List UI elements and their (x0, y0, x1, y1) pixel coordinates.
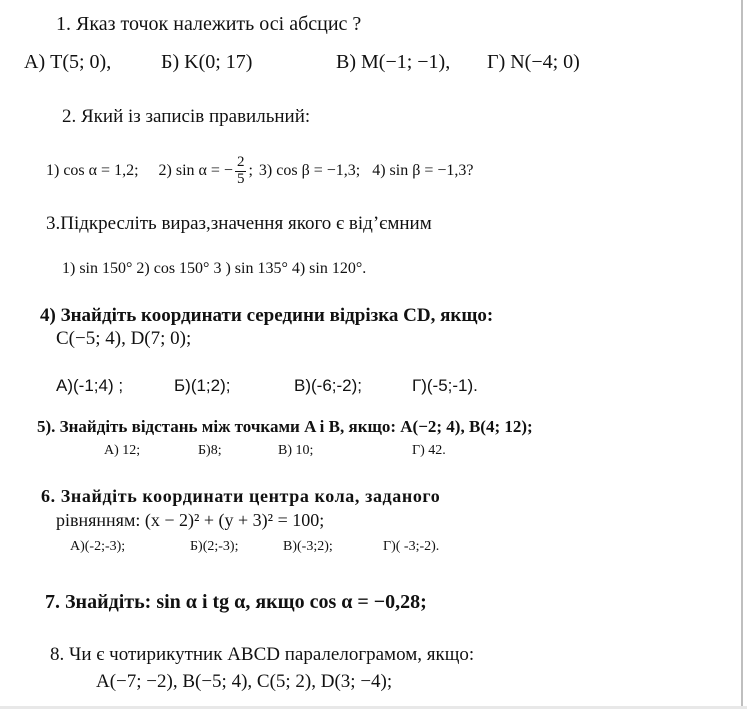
question-7-text: 7. Знайдіть: sin α і tg α, якщо cos α = −0,28; (45, 591, 427, 613)
question-6-option-a: А)(-2;-3); (70, 539, 126, 554)
question-2-option-2-prefix: 2) sin α = − (158, 162, 233, 180)
question-8-text: 8. Чи є чотирикутник ABCD паралелограмом, якщо: (50, 644, 475, 665)
question-1-text: 1. Яказ точок належить осі абсцис ? (56, 13, 362, 35)
fraction-numerator: 2 (236, 153, 245, 170)
question-1-option-c: В) M(−1; −1), (336, 51, 451, 73)
question-6-option-c: В)(-3;2); (283, 539, 333, 554)
question-2-option-3: 3) cos β = −1,3; (258, 162, 361, 180)
question-4-text: 4) Знайдіть координати середини відрізка CD, якщо: (40, 305, 494, 326)
question-6-option-b: Б)(2;-3); (190, 539, 239, 554)
question-4-option-c: В)(-6;-2); (294, 376, 362, 395)
question-2-option-2-suffix: ; (248, 162, 253, 180)
question-5-option-b: Б)8; (198, 443, 222, 458)
question-4-option-b: Б)(1;2); (174, 376, 231, 395)
question-6-text: 6. Знайдіть координати центра кола, заданого (41, 486, 441, 506)
question-3-options: 1) sin 150° 2) cos 150° 3 ) sin 135° 4) sin 120°. (62, 260, 367, 277)
question-2-option-4: 4) sin β = −1,3? (372, 162, 474, 180)
question-1-option-b: Б) K(0; 17) (161, 51, 253, 73)
question-5-option-d: Г) 42. (412, 443, 446, 458)
question-1-option-a: А) T(5; 0), (24, 51, 112, 73)
question-5-option-c: В) 10; (278, 443, 314, 458)
question-6-option-d: Г)( -3;-2). (383, 539, 440, 554)
question-4-option-d: Г)(-5;-1). (412, 376, 478, 395)
question-6-equation: рівнянням: (x − 2)² + (y + 3)² = 100; (56, 510, 325, 530)
question-4-option-a: А)(-1;4) ; (56, 376, 124, 395)
page-edge-shadow (741, 0, 743, 709)
fraction-denominator: 5 (236, 170, 245, 187)
question-2-option-1: 1) cos α = 1,2; (46, 162, 139, 180)
question-2-text: 2. Який із записів правильний: (62, 106, 311, 127)
question-4-points: C(−5; 4), D(7; 0); (56, 328, 192, 349)
fraction-two-fifths (235, 155, 247, 188)
question-8-points: A(−7; −2), B(−5; 4), C(5; 2), D(3; −4); (96, 671, 393, 692)
question-5-option-a: А) 12; (104, 443, 141, 458)
question-3-text: 3.Підкресліть вираз,значення якого є від’ємним (46, 213, 432, 234)
question-1-option-d: Г) N(−4; 0) (487, 51, 580, 73)
question-5-text: 5). Знайдіть відстань між точками A і B, якщо: A(−2; 4), B(4; 12); (37, 417, 533, 436)
question-2-options (46, 148, 474, 194)
